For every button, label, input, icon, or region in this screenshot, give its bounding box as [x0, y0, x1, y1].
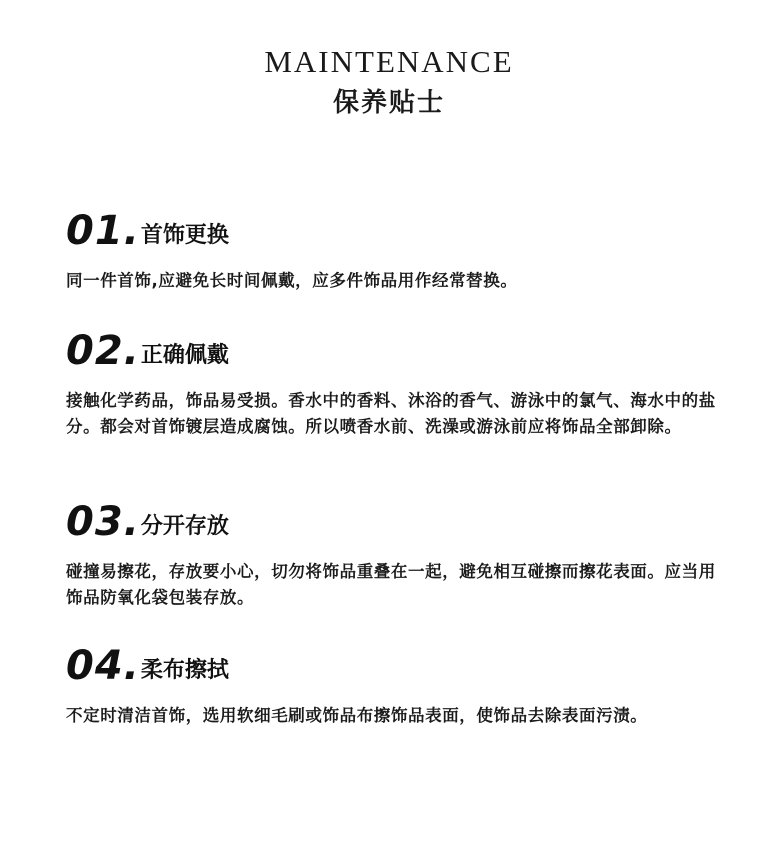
section-1: [66, 208, 716, 294]
section-number: 02: [66, 328, 124, 374]
section-heading: 分开存放: [140, 514, 229, 539]
section-heading: 柔布擦拭: [140, 658, 229, 683]
section-title: [66, 643, 716, 689]
section-number: 01: [66, 208, 124, 254]
section-body: 同一件首饰,应避免长时间佩戴，应多件饰品用作经常替换。: [66, 271, 518, 290]
section-number-dot: .: [123, 328, 139, 374]
header-title-cn: 保养贴士: [332, 88, 445, 118]
section-number: 04: [66, 643, 124, 689]
section-heading: 正确佩戴: [140, 343, 229, 368]
section-body: 接触化学药品，饰品易受损。香水中的香料、沐浴的香气、游泳中的氯气、海水中的盐分。都会对首饰镀层造成腐蚀。所以喷香水前、洗澡或游泳前应将饰品全部卸除。: [66, 391, 716, 436]
section-number-dot: .: [123, 643, 139, 689]
section-number: 03: [66, 499, 124, 545]
section-2: [66, 328, 716, 440]
section-title: [66, 328, 716, 374]
section-title: [66, 499, 716, 545]
section-heading: 首饰更换: [140, 223, 229, 248]
section-4: [66, 643, 716, 729]
section-3: [66, 499, 716, 611]
section-number-dot: .: [123, 208, 139, 254]
section-title: [66, 208, 716, 254]
section-number-dot: .: [123, 499, 139, 545]
section-body: 碰撞易擦花，存放要小心，切勿将饰品重叠在一起，避免相互碰擦而擦花表面。应当用饰品防氧化袋包装存放。: [66, 562, 716, 607]
header-title-en: MAINTENANCE: [264, 44, 514, 79]
section-body: 不定时清洁首饰，选用软细毛刷或饰品布擦饰品表面，使饰品去除表面污渍。: [66, 706, 648, 725]
